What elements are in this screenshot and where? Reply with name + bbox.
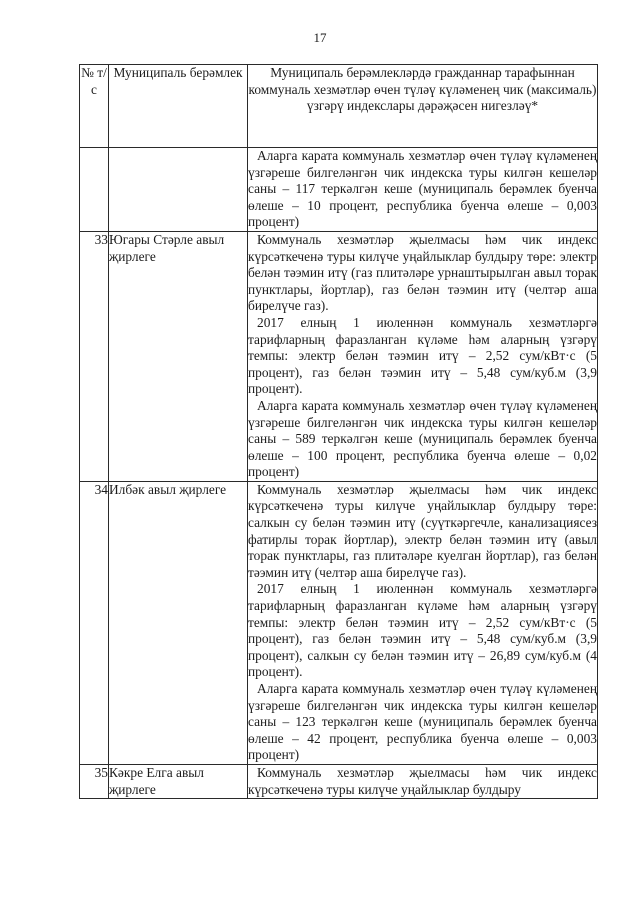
table-row-continuation [80,148,598,232]
description-cell [248,764,598,798]
header-description: Муниципаль берәмлекләрдә гражданнар тарафыннан коммуналь хезмәтләр өчен түләү күләменең чик (максималь) үзгәрү индекслары дәрәҗәсен нигезләү* [248,65,598,148]
page-number: 17 [313,30,327,45]
table-row [80,231,598,481]
table-row [80,481,598,764]
description-cell [248,481,598,764]
header-number: № т/с [80,65,109,148]
description-cell [248,231,598,481]
municipality-name: Кәкре Елга авыл җирлеге [109,764,248,798]
paragraph: 2017 елның 1 июленнән коммуналь хезмәтләргә тарифларның фаразланган күләме һәм аларның үзгәрү темпы: электр белән тәэмин итү – 2,52 сум/кВт·с (5 процент), газ белән тәэмин итү – 5,48 сум/куб.м (3,9 процент). [248,314,597,397]
paragraph: Аларга карата коммуналь хезмәтләр өчен түләү күләменең үзгәреше билгеләнгән чик индекска туры килгән кешеләр саны – 123 теркәлгән кеше (муниципаль берәмлек буенча өлеше – 42 процент, республика буенча өлеше – 0,003 процент) [248,681,597,763]
paragraph: Коммуналь хезмәтләр җыелмасы һәм чик индекс күрсәткеченә туры килүче уңайлыклар булдыру [248,764,597,797]
description-cell [248,148,598,232]
tariff-index-table [79,64,598,799]
municipality-cell [109,148,248,232]
row-number: 33 [80,231,109,481]
paragraph: Коммуналь хезмәтләр җыелмасы һәм чик индекс күрсәткеченә туры килүче уңайлыклар булдыру төре: салкын су белән тәэмин итү (суүткәргечле, канализациясез фатирлы торак йортлар), электр белән тәэмин итү (авыл торак пунктлары, газ плитәләре куелган йортлар), газ белән тәэмин итү (челтәр аша бирелүче газ). [248,481,597,580]
paragraph: Аларга карата коммуналь хезмәтләр өчен түләү күләменең үзгәреше билгеләнгән чик индекска туры килгән кешеләр саны – 589 теркәлгән кеше (муниципаль берәмлек буенча өлеше – 100 процент, республика буенча өлеше – 0,02 процент) [248,397,597,480]
paragraph: Аларга карата коммуналь хезмәтләр өчен түләү күләменең үзгәреше билгеләнгән чик индекска туры килгән кешеләр саны – 117 теркәлгән кеше (муниципаль берәмлек буенча өлеше – 10 процент, республика буенча өлеше – 0,003 процент) [248,148,597,230]
table-row [80,764,598,798]
table-header-row [80,65,598,148]
row-number: 34 [80,481,109,764]
header-municipality: Муниципаль берәмлек [109,65,248,148]
municipality-name: Илбәк авыл җирлеге [109,481,248,764]
row-number: 35 [80,764,109,798]
municipality-name: Югары Стәрле авыл җирлеге [109,231,248,481]
paragraph: 2017 елның 1 июленнән коммуналь хезмәтләргә тарифларның фаразланган күләме һәм аларның үзгәрү темпы: электр белән тәэмин итү – 2,52 сум/кВт·с (5 процент), газ белән тәэмин итү – 5,48 сум/куб.м (3,9 процент), салкын су белән тәэмин итү – 26,89 сум/куб.м (4 процент). [248,581,597,680]
paragraph: Коммуналь хезмәтләр җыелмасы һәм чик индекс күрсәткеченә туры килүче уңайлыклар булдыру төре: электр белән тәэмин итү (газ плитәләре урнаштырылган авыл торак пунктлары, йортлар), газ белән тәэмин итү (челтәр аша бирелүче газ). [248,231,597,314]
row-number-cell [80,148,109,232]
